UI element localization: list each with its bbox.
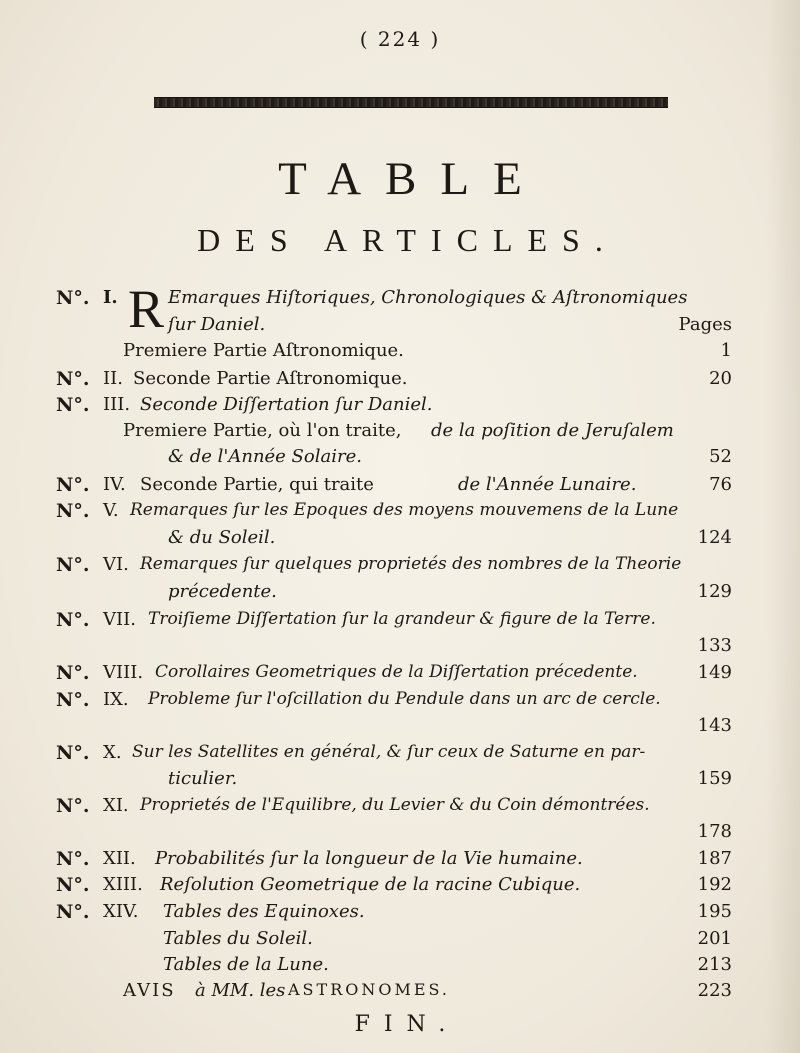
entry-title-italic: de l'Année Lunaire. bbox=[458, 474, 637, 495]
entry-title: Reſolution Geometrique de la racine Cubique. bbox=[160, 874, 581, 895]
entry-no-label: N°. bbox=[56, 287, 90, 309]
entry-no-label: N°. bbox=[56, 394, 90, 416]
entry-no-label: N°. bbox=[56, 662, 90, 684]
entry-no-label: N°. bbox=[56, 848, 90, 870]
entry-numeral: II. bbox=[103, 368, 123, 389]
entry-page: 213 bbox=[697, 954, 732, 975]
entry-title: Emarques Hiſtoriques, Chronologiques & Aſtronomiques bbox=[168, 287, 688, 308]
entry-title: Seconde Partie, qui traite bbox=[140, 474, 374, 495]
entry-page: 159 bbox=[697, 768, 732, 789]
entry-title: Corollaires Geometriques de la Diſſertation précedente. bbox=[155, 662, 638, 682]
toc-entry bbox=[0, 500, 800, 530]
entry-page: 143 bbox=[697, 715, 732, 736]
entry-numeral: I. bbox=[103, 287, 118, 308]
toc-entry-continued bbox=[0, 715, 800, 745]
entry-no-label: N°. bbox=[56, 609, 90, 631]
entry-title: Sur les Satellites en général, & ſur ceux de Saturne en par- bbox=[132, 742, 646, 762]
entry-title: Probabilités ſur la longueur de la Vie humaine. bbox=[155, 848, 583, 869]
entry-page: 76 bbox=[709, 474, 732, 495]
toc-entry bbox=[0, 662, 800, 692]
entry-page: 124 bbox=[697, 527, 732, 548]
subentry-title-line2: & de l'Année Solaire. bbox=[168, 446, 362, 467]
entry-title: Remarques ſur quelques proprietés des nombres de la Theorie bbox=[140, 554, 682, 574]
toc-subentry bbox=[0, 340, 800, 370]
entry-numeral: XI. bbox=[103, 795, 129, 816]
entry-page: 52 bbox=[709, 446, 732, 467]
entry-no-label: N°. bbox=[56, 874, 90, 896]
entry-numeral: VIII. bbox=[103, 662, 144, 683]
toc-entry-continued bbox=[0, 581, 800, 611]
toc-entry bbox=[0, 287, 800, 317]
entry-numeral: III. bbox=[103, 394, 131, 415]
entry-page: 195 bbox=[697, 901, 732, 922]
entry-page: 192 bbox=[697, 874, 732, 895]
entry-no-label: N°. bbox=[56, 901, 90, 923]
entry-title: Seconde Partie Aſtronomique. bbox=[133, 368, 408, 389]
entry-page: 178 bbox=[697, 821, 732, 842]
entry-title: Troiſieme Diſſertation ſur la grandeur & figure de la Terre. bbox=[148, 609, 656, 629]
entry-title: Tables des Equinoxes. bbox=[163, 901, 365, 922]
entry-page: 20 bbox=[709, 368, 732, 389]
page-title: TABLE bbox=[278, 153, 546, 205]
pages-label: Pages bbox=[678, 314, 732, 335]
entry-title-line2: précedente. bbox=[168, 581, 277, 602]
toc-entry-continued bbox=[0, 527, 800, 557]
entry-title: Proprietés de l'Equilibre, du Levier & du Coin démontrées. bbox=[140, 795, 650, 815]
avis-astronomes: ASTRONOMES. bbox=[288, 980, 451, 999]
entry-title: Seconde Diſſertation ſur Daniel. bbox=[140, 394, 433, 415]
entry-no-label: N°. bbox=[56, 368, 90, 390]
entry-numeral: V. bbox=[103, 500, 119, 521]
entry-no-label: N°. bbox=[56, 474, 90, 496]
entry-numeral: XIV. bbox=[103, 901, 139, 922]
entry-numeral: IX. bbox=[103, 689, 129, 710]
entry-title-line2: & du Soleil. bbox=[168, 527, 276, 548]
toc-entry-continued bbox=[0, 768, 800, 798]
entry-numeral: VI. bbox=[103, 554, 129, 575]
entry-no-label: N°. bbox=[56, 795, 90, 817]
entry-page: 201 bbox=[697, 928, 732, 949]
entry-page: 133 bbox=[697, 635, 732, 656]
avis-label: AVIS bbox=[123, 980, 176, 1001]
entry-no-label: N°. bbox=[56, 742, 90, 764]
entry-page: 187 bbox=[697, 848, 732, 869]
page-subtitle: DES ARTICLES. bbox=[197, 222, 618, 258]
subentry-title: Tables de la Lune. bbox=[163, 954, 329, 975]
ornamental-rule bbox=[154, 97, 668, 108]
subentry-title: Premiere Partie, où l'on traite, bbox=[123, 420, 402, 441]
toc-entry bbox=[0, 901, 800, 931]
entry-numeral: VII. bbox=[103, 609, 136, 630]
entry-page: 129 bbox=[697, 581, 732, 602]
entry-page: 149 bbox=[697, 662, 732, 683]
page-number: ( 224 ) bbox=[359, 27, 441, 51]
subentry-title: Tables du Soleil. bbox=[163, 928, 313, 949]
entry-page: 1 bbox=[720, 340, 732, 361]
toc-entry-avis bbox=[0, 980, 800, 1010]
fin-label: FIN. bbox=[354, 1012, 460, 1037]
toc-subentry-continued bbox=[0, 446, 800, 476]
entry-numeral: XIII. bbox=[103, 874, 143, 895]
drop-cap: R bbox=[128, 279, 165, 339]
entry-no-label: N°. bbox=[56, 500, 90, 522]
toc-entry-continued bbox=[0, 635, 800, 665]
entry-no-label: N°. bbox=[56, 554, 90, 576]
subentry-title: Premiere Partie Aſtronomique. bbox=[123, 340, 404, 361]
toc-entry-continued bbox=[0, 821, 800, 851]
entry-no-label: N°. bbox=[56, 689, 90, 711]
avis-addressee: à MM. les bbox=[195, 980, 286, 1001]
subentry-title-italic: de la poſition de Jeruſalem bbox=[431, 420, 674, 441]
entry-page: 223 bbox=[697, 980, 732, 1001]
entry-numeral: XII. bbox=[103, 848, 136, 869]
entry-numeral: X. bbox=[103, 742, 122, 763]
entry-title-line2: ticulier. bbox=[168, 768, 238, 789]
toc-entry bbox=[0, 874, 800, 904]
entry-title: Probleme ſur l'oſcillation du Pendule dans un arc de cercle. bbox=[148, 689, 661, 709]
entry-numeral: IV. bbox=[103, 474, 126, 495]
toc-entry bbox=[0, 554, 800, 584]
entry-title: Remarques ſur les Epoques des moyens mouvemens de la Lune bbox=[130, 500, 679, 520]
entry-title-line2: ſur Daniel. bbox=[168, 314, 266, 335]
